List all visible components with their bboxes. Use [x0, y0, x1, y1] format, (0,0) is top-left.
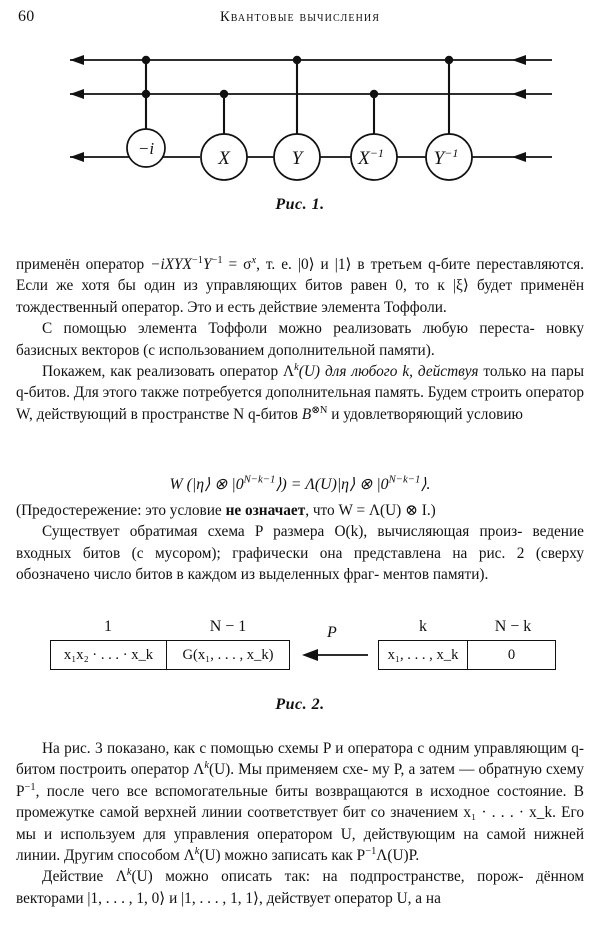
right-box-cell-1: x₁, . . . , x_k [379, 641, 468, 669]
running-title: Квантовые вычисления [219, 9, 380, 25]
p4-emphasis: не означает [225, 502, 306, 519]
p7-line1-a: Действие Λ [42, 868, 127, 886]
p4-line1-c: , что W = Λ(U) ⊗ I.) [305, 502, 436, 519]
figure-1-caption: Рис. 1. [275, 196, 325, 213]
p6-line4: биты возвращаются в исходное состояние. В промежутке самой верхней [16, 782, 584, 822]
p3-line1-a: Покажем, как реализовать оператор Λ [42, 363, 295, 381]
p6-lambda-exp-1: k [204, 760, 209, 772]
eq-exp-2: N−k−1 [388, 473, 421, 486]
p3-line2: только на пары q-битов. Для этого также потребуется дополнительная [16, 363, 585, 402]
p1-exp-1: −1 [191, 254, 203, 266]
p3-line3: память. Будем строить оператор W, действующий в пространстве N [16, 384, 584, 423]
left-box-label-2: N − 1 [209, 618, 247, 635]
display-equation [0, 474, 600, 494]
p3-line4-d: и удовлетворяющий условию [327, 405, 523, 423]
p2-line2: новку базисных векторов (с использованием дополнительной памяти). [16, 320, 584, 359]
p6-line2-a: управляющим q-битом построить оператор Λ [16, 740, 585, 779]
figure-1-svg [0, 38, 600, 198]
p1-line1-a: применён оператор [16, 256, 151, 273]
body-text-lower [16, 738, 584, 909]
p6-line1: На рис. 3 показано, как с помощью схемы P и оператора с одним [42, 740, 470, 757]
eq-exp-1: N−k−1 [243, 473, 276, 486]
p1-line2: переставляются. Если же хотя бы один из управляющих битов равен 0, [16, 256, 585, 295]
page-number: 60 [18, 8, 35, 25]
paragraph-4 [16, 500, 584, 521]
p3-lambda-exp: k [294, 361, 299, 373]
p7-line1-c: (U) можно описать так: на подпространстве, порож- [131, 868, 524, 886]
p6-line3-a: му P, а затем — обратную схему P [16, 761, 584, 800]
gate-label-x: X [218, 148, 230, 169]
p5-line4: ментов памяти). [383, 566, 489, 584]
p6-line3-c: , после чего все вспомогательные [35, 782, 268, 800]
p3-space-exp: ⊗N [311, 404, 328, 416]
gate-label-minus-i: −i [137, 139, 155, 158]
p3-space-b: B [301, 405, 312, 423]
p6-line7-e: Λ(U)P. [376, 847, 420, 865]
p1-line1-tail: , т. е. |0⟩ и |1⟩ в третьем q-бите [256, 256, 471, 273]
p1-line4: элемента Тоффоли. [321, 298, 447, 316]
p1-op-2: Y [202, 256, 212, 273]
p1-sigma-exp: x [251, 254, 257, 266]
figure-2-caption: Рис. 2. [275, 696, 325, 713]
paragraph-3 [16, 361, 584, 425]
p1-op-1: −iXYX [150, 256, 192, 273]
p6-line2-c: (U). Мы применяем схе- [209, 761, 369, 779]
arrow-label-p: P [327, 624, 337, 641]
p5-line2: ведение входных битов (с мусором); графически она представлена на [16, 523, 584, 562]
p6-line7-a: Другим способом Λ [64, 847, 195, 865]
p6-line5: линии соответствует бит со значением x₁ · . . . · x_k. Его мы и используем [16, 804, 584, 843]
paragraph-2 [16, 318, 584, 361]
p3-line1-c: (U) для любого k, действуя [298, 363, 479, 381]
p6-p-inverse-exp-2: −1 [365, 845, 377, 857]
p7-line2: дённом векторами |1, . . . , 1, 0⟩ и |1, . . . , 1, 1⟩, действует оператор U, а на [16, 868, 584, 907]
p6-line6: для управления оператором U, действующим на самой нижней линии. [16, 825, 585, 865]
paragraph-1 [16, 254, 584, 318]
p1-eq: = σ [222, 256, 252, 273]
gate-label-x-inverse: $X^{-1}$ [358, 146, 384, 169]
p2-line1: С помощью элемента Тоффоли можно реализовать любую переста- [42, 320, 535, 338]
left-box-label-1: 1 [104, 618, 112, 635]
eq-part-3: ⟩. [420, 476, 431, 493]
paragraph-5 [16, 521, 584, 585]
p7-lambda-exp: k [126, 867, 132, 879]
left-memory-box [50, 640, 290, 670]
eq-part-2: ⟩) = Λ(U)|η⟩ ⊗ |0 [275, 476, 389, 493]
left-box-cell-2: G(x₁, . . . , x_k) [182, 646, 274, 663]
right-box-cell-2: 0 [507, 646, 516, 663]
p6-line7-c: (U) можно записать как P [199, 847, 366, 865]
paragraph-7 [16, 866, 584, 909]
body-text-middle [16, 500, 584, 586]
p4-line1-a: (Предостережение: это условие [16, 502, 226, 519]
figure-1-quantum-circuit [0, 38, 600, 198]
p3-line4-a: q-битов [247, 405, 302, 423]
eq-part-1: W (|η⟩ ⊗ |0 [169, 476, 244, 493]
figure-2-reversible-circuit [0, 618, 600, 694]
right-box-label-1: k [419, 618, 427, 635]
paragraph-6 [16, 738, 584, 866]
p6-lambda-exp-2: k [194, 845, 200, 857]
p5-line1: Существует обратимая схема P размера O(k), вычисляющая произ- [42, 523, 523, 541]
running-head [0, 8, 600, 30]
left-box-cell-1: x₁x₂ · . . . · x_k [51, 641, 167, 669]
transform-arrow [300, 642, 370, 668]
p5-line3: рис. 2 (сверху обозначено число битов в каждом из выделенных фраг- [16, 544, 585, 584]
p1-exp-2: −1 [211, 254, 223, 266]
p6-p-inverse-exp: −1 [24, 781, 36, 793]
p1-line3: то к |ξ⟩ будет применён тождественный оператор. Это и есть действие [16, 277, 585, 316]
gate-label-y: Y [291, 148, 303, 169]
right-memory-box [378, 640, 556, 670]
body-text-upper [16, 254, 584, 425]
gate-label-y-inverse: $Y^{-1}$ [433, 146, 459, 169]
right-box-label-2: N − k [494, 618, 532, 635]
